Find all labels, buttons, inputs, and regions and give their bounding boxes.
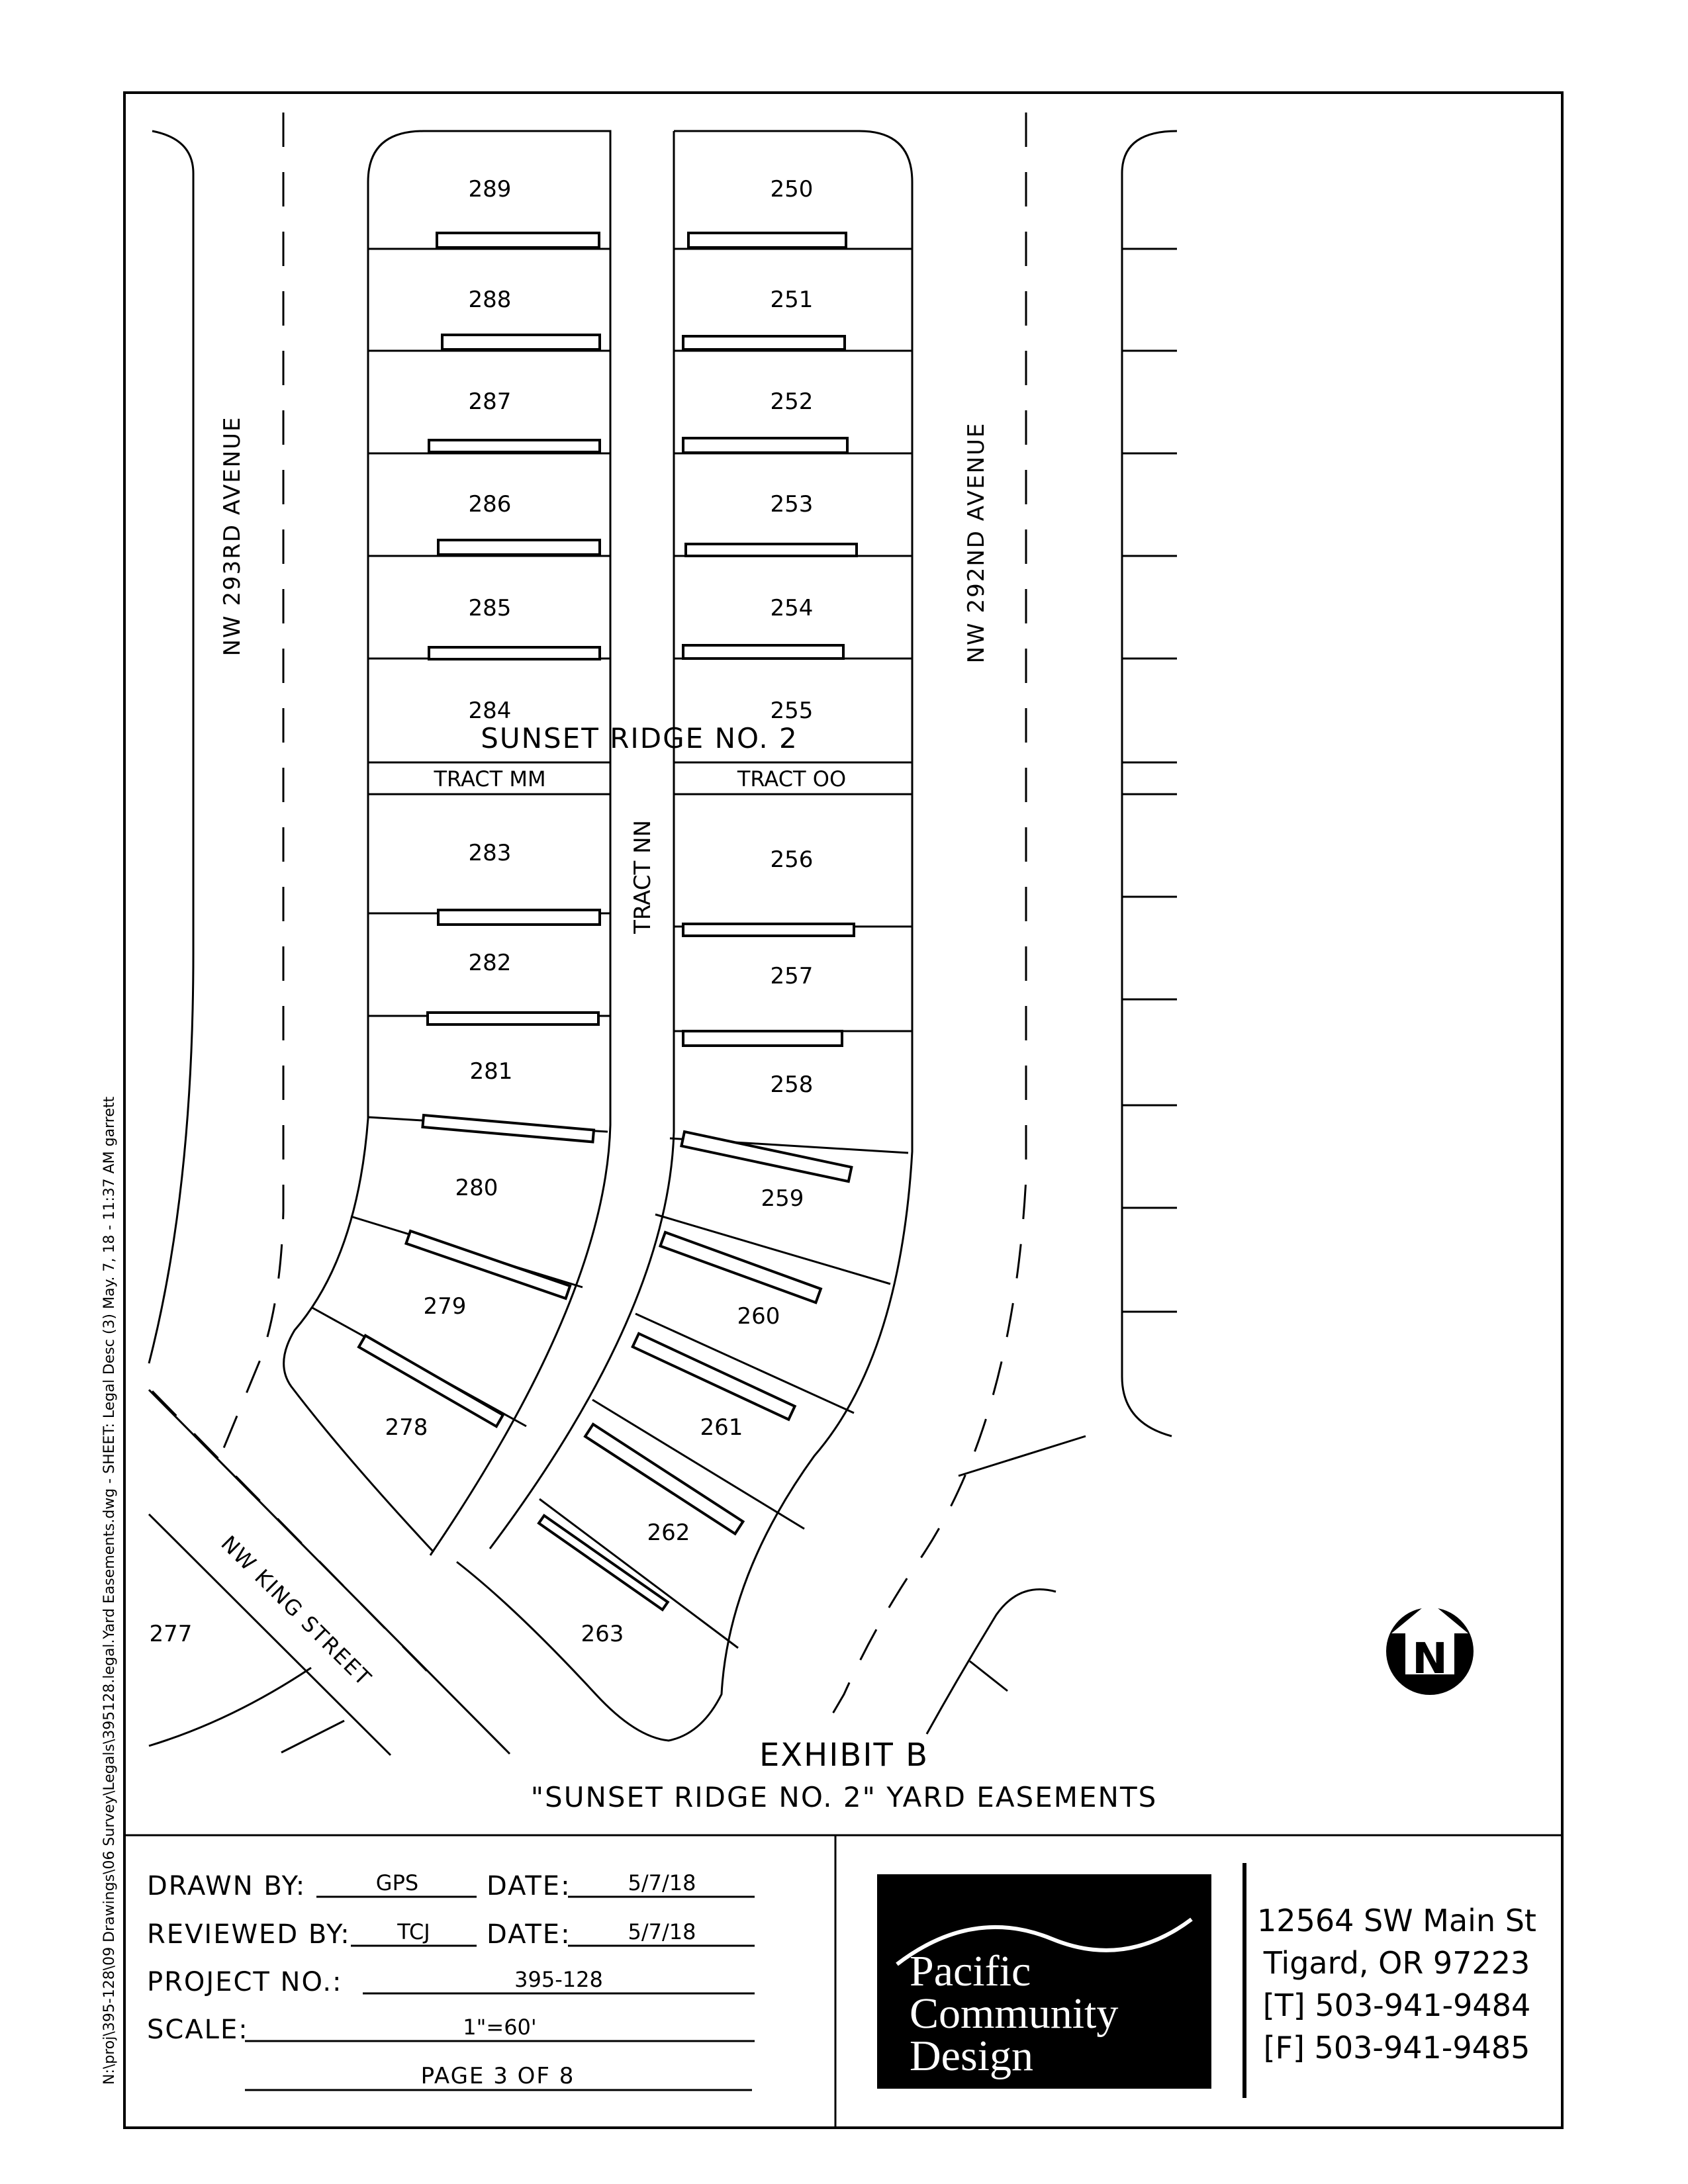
easement-289 [437, 233, 599, 248]
easement-258 [683, 1031, 842, 1046]
easement-287 [429, 440, 600, 452]
easement-254 [683, 645, 843, 659]
north-arrow-label: N [1412, 1635, 1448, 1684]
southeast-curb [927, 1590, 1056, 1734]
easement-256 [683, 924, 854, 936]
subdivision-title: SUNSET RIDGE NO. 2 [481, 722, 798, 754]
east-curb-line [1122, 131, 1177, 1436]
lot-252: 252 [770, 388, 814, 415]
lot-256: 256 [770, 846, 814, 873]
company-address-line2: Tigard, OR 97223 [1263, 1945, 1530, 1981]
drawn-by-label: DRAWN BY: [147, 1871, 306, 1901]
tract-oo-label: TRACT OO [737, 766, 847, 792]
page-number: PAGE 3 OF 8 [420, 2063, 575, 2089]
street-nw-292nd-avenue: NW 292ND AVENUE [963, 422, 990, 664]
lot-251: 251 [770, 287, 814, 313]
lot-283: 283 [468, 840, 512, 866]
easement-281 [422, 1115, 594, 1142]
easement-252 [683, 438, 847, 453]
lot-260: 260 [737, 1303, 780, 1330]
easement-282 [428, 1013, 598, 1024]
easement-250 [688, 233, 846, 248]
company-block [877, 1863, 1536, 2098]
project-no-label: PROJECT NO.: [147, 1967, 343, 1997]
easement-260 [660, 1232, 820, 1302]
lot-257: 257 [770, 963, 814, 989]
easement-259 [681, 1132, 851, 1181]
drawn-by-value: GPS [375, 1870, 419, 1895]
reviewed-date-label: DATE: [487, 1919, 571, 1950]
easement-253 [686, 544, 857, 556]
plat-linework [149, 113, 1177, 1755]
lot-259: 259 [761, 1185, 804, 1212]
lot-284: 284 [468, 698, 512, 724]
lot-280: 280 [455, 1175, 498, 1201]
lot-253: 253 [770, 491, 814, 518]
west-curb-line [149, 131, 193, 1363]
lot-277: 277 [149, 1621, 193, 1647]
drawn-date-label: DATE: [487, 1871, 571, 1901]
lot-250: 250 [770, 176, 814, 203]
lot-261: 261 [700, 1414, 743, 1441]
easement-280 [406, 1231, 570, 1298]
lot-279: 279 [423, 1293, 467, 1320]
lot-281: 281 [469, 1058, 513, 1085]
street-nw-king-street: NW KING STREET [216, 1530, 377, 1692]
reviewed-by-label: REVIEWED BY: [147, 1919, 351, 1950]
easement-286 [438, 540, 600, 555]
lot-285: 285 [468, 595, 512, 621]
yard-easements [359, 233, 857, 1610]
company-name-line2: Community [910, 1989, 1119, 2038]
lot-262: 262 [647, 1520, 690, 1546]
drawn-date-value: 5/7/18 [628, 1870, 696, 1895]
reviewed-by-value: TCJ [397, 1919, 430, 1944]
easement-251 [683, 336, 845, 349]
north-arrow-icon [1386, 1602, 1474, 1695]
lot-289: 289 [468, 176, 512, 203]
company-address-line1: 12564 SW Main St [1257, 1903, 1536, 1938]
easement-288 [442, 335, 600, 349]
file-path-note: N:\proj\395-128\09 Drawings\06 Survey\Legals\395128.legal.Yard Easements.dwg - SHEET: Legal Desc (3) May. 7, 18 - 11:37 AM garrett [101, 1096, 118, 2085]
scale-label: SCALE: [147, 2015, 249, 2045]
lot-286: 286 [468, 491, 512, 518]
company-fax: [F] 503-941-9485 [1263, 2030, 1530, 2066]
easement-283 [438, 910, 600, 925]
west-centerline [220, 113, 283, 1456]
exhibit-title: EXHIBIT B [759, 1737, 929, 1774]
company-name-line1: Pacific [910, 1947, 1031, 1995]
lot-255: 255 [770, 698, 814, 724]
company-phone: [T] 503-941-9484 [1262, 1987, 1531, 2023]
sheet-border [124, 93, 1562, 2128]
reviewed-date-value: 5/7/18 [628, 1919, 696, 1944]
lot-254: 254 [770, 595, 814, 621]
scale-value: 1"=60' [463, 2015, 537, 2040]
easement-285 [429, 647, 600, 659]
lot-282: 282 [468, 950, 512, 976]
title-block [147, 1870, 755, 2090]
tract-mm-label: TRACT MM [434, 766, 546, 792]
project-no-value: 395-128 [514, 1967, 603, 1992]
street-nw-293rd-avenue: NW 293RD AVENUE [219, 416, 246, 657]
tract-nn-label: TRACT NN [630, 820, 656, 934]
lot-263: 263 [581, 1621, 624, 1647]
lot-287: 287 [468, 388, 512, 415]
easement-261 [633, 1334, 795, 1420]
easement-279 [359, 1336, 503, 1426]
lot-258: 258 [770, 1071, 814, 1098]
exhibit-subtitle: "SUNSET RIDGE NO. 2" YARD EASEMENTS [530, 1781, 1158, 1813]
lot-278: 278 [385, 1414, 428, 1441]
lot-288: 288 [468, 287, 512, 313]
company-name-line3: Design [910, 2032, 1033, 2080]
